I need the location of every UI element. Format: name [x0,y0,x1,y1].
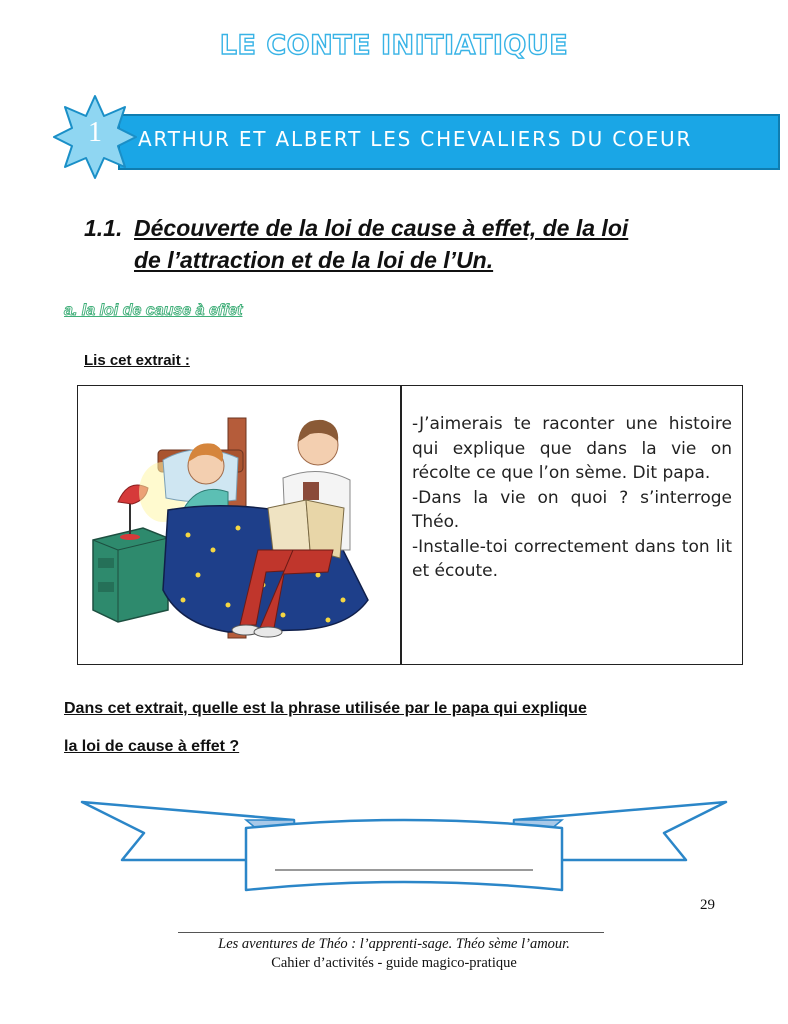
excerpt-text [412,412,732,584]
subsection-title: a. la loi de cause à effet [64,302,243,319]
chapter-number: 1 [88,117,102,148]
excerpt-line: -Dans la vie on quoi ? s’interroge Théo. [412,487,732,532]
footer-subtitle: Cahier d’activités - guide magico-pratique [271,955,517,971]
chapter-title: ARTHUR ET ALBERT LES CHEVALIERS DU COEUR [138,127,693,151]
answer-ribbon[interactable] [80,798,728,908]
instruction-label: Lis cet extrait : [84,352,190,369]
bedtime-illustration [88,400,388,645]
footer-book-title: Les aventures de Théo : l’apprenti-sage. Théo sème l’amour. [218,936,570,952]
section-number: 1.1. [84,215,123,241]
page-number: 29 [700,897,715,913]
footer-divider [178,932,604,933]
section-title-line-1: Découverte de la loi de cause à effet, de la loi [134,215,629,241]
excerpt-line: -J’aimerais te raconter une histoire qui explique que dans la vie on récolte ce que l’on sème. Dit papa. [412,414,732,483]
question-line-2: la loi de cause à effet ? [64,738,240,755]
section-title-line-2: de l’attraction et de la loi de l’Un. [134,247,494,273]
question-line-1: Dans cet extrait, quelle est la phrase utilisée par le papa qui explique [64,700,587,717]
excerpt-line: -Installe-toi correctement dans ton lit et écoute. [412,536,732,581]
page-title: LE CONTE INITIATIQUE [219,30,569,61]
excerpt-divider [400,385,402,665]
